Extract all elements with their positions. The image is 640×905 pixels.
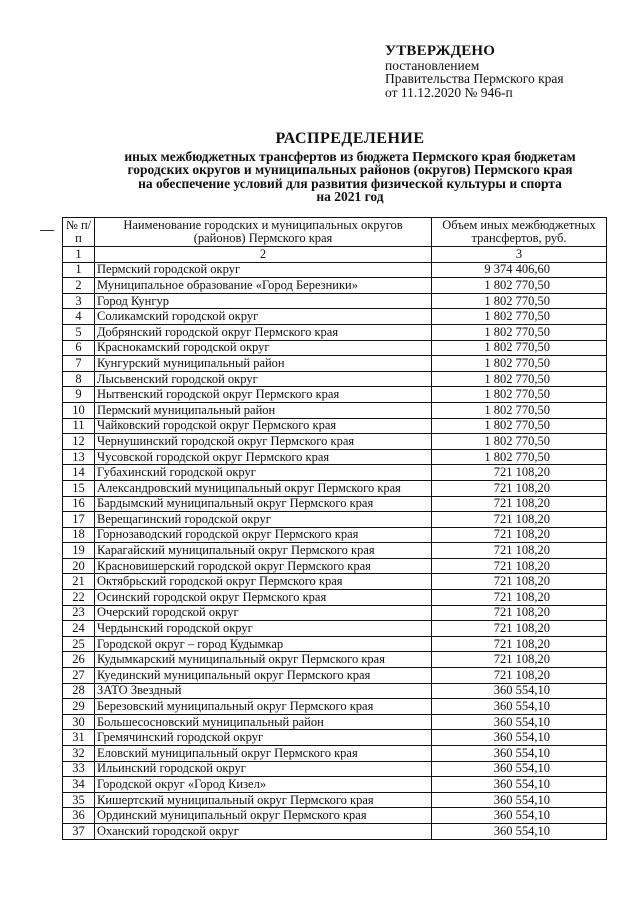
row-amount: 721 108,20 — [432, 480, 607, 496]
document-subtitle — [60, 150, 640, 204]
row-name: Осинский городской округ Пермского края — [95, 590, 432, 606]
index-cell: 3 — [432, 247, 607, 263]
column-index-row — [63, 247, 607, 263]
row-name: Городской округ – город Кудымкар — [95, 636, 432, 652]
table-row — [63, 371, 607, 387]
table-row — [63, 262, 607, 278]
row-amount: 721 108,20 — [432, 590, 607, 606]
row-number: 29 — [63, 699, 95, 715]
row-amount: 721 108,20 — [432, 512, 607, 528]
row-number: 15 — [63, 480, 95, 496]
row-name: Муниципальное образование «Город Березники» — [95, 278, 432, 294]
table-row — [63, 278, 607, 294]
table-row — [63, 621, 607, 637]
row-number: 27 — [63, 668, 95, 684]
table-header-row — [63, 218, 607, 247]
table-row — [63, 480, 607, 496]
row-number: 7 — [63, 356, 95, 372]
row-number: 24 — [63, 621, 95, 637]
row-name: Чердынский городской округ — [95, 621, 432, 637]
approval-stamp: УТВЕРЖДЕНО — [385, 43, 496, 59]
row-number: 9 — [63, 387, 95, 403]
row-number: 21 — [63, 574, 95, 590]
row-number: 4 — [63, 309, 95, 325]
table-row — [63, 746, 607, 762]
row-amount: 1 802 770,50 — [432, 278, 607, 294]
row-number: 1 — [63, 262, 95, 278]
row-name: Гремячинский городской округ — [95, 730, 432, 746]
subtitle-line: на 2021 год — [316, 189, 384, 205]
row-number: 34 — [63, 777, 95, 793]
subtitle-line: на обеспечение условий для развития физической культуры и спорта — [138, 175, 562, 191]
row-name: Еловский муниципальный округ Пермского края — [95, 746, 432, 762]
table-row — [63, 496, 607, 512]
row-number: 33 — [63, 761, 95, 777]
table-row — [63, 402, 607, 418]
row-name: Ординский муниципальный округ Пермского края — [95, 808, 432, 824]
document-title: РАСПРЕДЕЛЕНИЕ — [275, 130, 425, 147]
row-amount: 1 802 770,50 — [432, 356, 607, 372]
header-amount: Объем иных межбюджетных трансфертов, руб. — [432, 218, 607, 247]
row-number: 37 — [63, 823, 95, 839]
header-num: № п/п — [63, 218, 95, 247]
row-number: 16 — [63, 496, 95, 512]
table-row — [63, 730, 607, 746]
row-amount: 360 554,10 — [432, 699, 607, 715]
row-amount: 721 108,20 — [432, 527, 607, 543]
row-amount: 721 108,20 — [432, 465, 607, 481]
row-name: Губахинский городской округ — [95, 465, 432, 481]
row-amount: 721 108,20 — [432, 668, 607, 684]
table-row — [63, 418, 607, 434]
row-number: 31 — [63, 730, 95, 746]
table-row — [63, 324, 607, 340]
row-name: Большесосновский муниципальный район — [95, 714, 432, 730]
row-name: Добрянский городской округ Пермского края — [95, 324, 432, 340]
row-amount: 721 108,20 — [432, 621, 607, 637]
row-number: 32 — [63, 746, 95, 762]
row-amount: 360 554,10 — [432, 792, 607, 808]
row-amount: 360 554,10 — [432, 777, 607, 793]
row-name: Пермский муниципальный район — [95, 402, 432, 418]
row-name: Чернушинский городской округ Пермского края — [95, 434, 432, 450]
row-name: Город Кунгур — [95, 293, 432, 309]
row-amount: 1 802 770,50 — [432, 309, 607, 325]
distribution-table — [62, 217, 607, 840]
row-number: 26 — [63, 652, 95, 668]
row-name: Кунгурский муниципальный район — [95, 356, 432, 372]
row-amount: 9 374 406,60 — [432, 262, 607, 278]
row-amount: 721 108,20 — [432, 605, 607, 621]
row-amount: 360 554,10 — [432, 761, 607, 777]
table-row — [63, 699, 607, 715]
row-name: Чусовской городской округ Пермского края — [95, 449, 432, 465]
row-amount: 1 802 770,50 — [432, 324, 607, 340]
row-name: Очерский городской округ — [95, 605, 432, 621]
row-number: 28 — [63, 683, 95, 699]
row-number: 11 — [63, 418, 95, 434]
row-amount: 721 108,20 — [432, 496, 607, 512]
row-amount: 721 108,20 — [432, 652, 607, 668]
row-amount: 360 554,10 — [432, 823, 607, 839]
table-row — [63, 668, 607, 684]
row-amount: 1 802 770,50 — [432, 371, 607, 387]
row-number: 25 — [63, 636, 95, 652]
row-number: 17 — [63, 512, 95, 528]
row-number: 12 — [63, 434, 95, 450]
row-number: 5 — [63, 324, 95, 340]
row-name: Октябрьский городской округ Пермского края — [95, 574, 432, 590]
table-row — [63, 356, 607, 372]
row-name: Оханский городской округ — [95, 823, 432, 839]
row-amount: 721 108,20 — [432, 636, 607, 652]
table-row — [63, 808, 607, 824]
row-amount: 1 802 770,50 — [432, 387, 607, 403]
table-row — [63, 777, 607, 793]
table-row — [63, 309, 607, 325]
row-amount: 1 802 770,50 — [432, 418, 607, 434]
table-row — [63, 823, 607, 839]
row-name: Ильинский городской округ — [95, 761, 432, 777]
row-number: 13 — [63, 449, 95, 465]
index-cell: 2 — [95, 247, 432, 263]
row-number: 19 — [63, 543, 95, 559]
row-name: Чайковский городской округ Пермского края — [95, 418, 432, 434]
row-number: 30 — [63, 714, 95, 730]
row-amount: 1 802 770,50 — [432, 293, 607, 309]
table-row — [63, 605, 607, 621]
row-amount: 1 802 770,50 — [432, 449, 607, 465]
row-name: Александровский муниципальный округ Пермского края — [95, 480, 432, 496]
row-amount: 1 802 770,50 — [432, 434, 607, 450]
row-amount: 360 554,10 — [432, 683, 607, 699]
row-name: Куединский муниципальный округ Пермского края — [95, 668, 432, 684]
row-amount: 360 554,10 — [432, 730, 607, 746]
table-row — [63, 792, 607, 808]
row-name: Красновишерский городской округ Пермского края — [95, 558, 432, 574]
table-row — [63, 340, 607, 356]
approval-line-4: от 11.12.2020 № 946-п — [385, 84, 513, 100]
row-number: 23 — [63, 605, 95, 621]
row-number: 22 — [63, 590, 95, 606]
row-amount: 721 108,20 — [432, 574, 607, 590]
row-name: Верещагинский городской округ — [95, 512, 432, 528]
row-number: 18 — [63, 527, 95, 543]
table-row — [63, 465, 607, 481]
table-row — [63, 543, 607, 559]
row-amount: 360 554,10 — [432, 714, 607, 730]
approval-line-2: постановлением — [385, 57, 480, 73]
row-number: 36 — [63, 808, 95, 824]
table-row — [63, 387, 607, 403]
row-name: Кудымкарский муниципальный округ Пермского края — [95, 652, 432, 668]
row-name: Кишертский муниципальный округ Пермского края — [95, 792, 432, 808]
table-row — [63, 636, 607, 652]
row-amount: 360 554,10 — [432, 808, 607, 824]
approval-block — [385, 45, 564, 99]
table-row — [63, 558, 607, 574]
row-number: 14 — [63, 465, 95, 481]
row-name: Лысьвенский городской округ — [95, 371, 432, 387]
table-row — [63, 527, 607, 543]
row-number: 10 — [63, 402, 95, 418]
row-name: Пермский городской округ — [95, 262, 432, 278]
table-row — [63, 512, 607, 528]
row-name: Нытвенский городской округ Пермского края — [95, 387, 432, 403]
row-number: 6 — [63, 340, 95, 356]
row-amount: 360 554,10 — [432, 746, 607, 762]
table-row — [63, 683, 607, 699]
row-name: Бардымский муниципальный округ Пермского края — [95, 496, 432, 512]
row-name: Соликамский городской округ — [95, 309, 432, 325]
approval-line-3: Правительства Пермского края — [385, 71, 564, 86]
row-name: Краснокамский городской округ — [95, 340, 432, 356]
table-row — [63, 714, 607, 730]
row-name: ЗАТО Звездный — [95, 683, 432, 699]
subtitle-line: иных межбюджетных трансфертов из бюджета Пермского края бюджетам — [124, 149, 576, 164]
row-amount: 721 108,20 — [432, 543, 607, 559]
index-cell: 1 — [63, 247, 95, 263]
table-row — [63, 590, 607, 606]
table-row — [63, 652, 607, 668]
row-number: 8 — [63, 371, 95, 387]
table-row — [63, 761, 607, 777]
row-number: 20 — [63, 558, 95, 574]
margin-mark — [40, 230, 54, 231]
header-name: Наименование городских и муниципальных округов (районов) Пермского края — [95, 218, 432, 247]
row-name: Карагайский муниципальный округ Пермского края — [95, 543, 432, 559]
row-name: Городской округ «Город Кизел» — [95, 777, 432, 793]
table-row — [63, 434, 607, 450]
subtitle-line: городских округов и муниципальных районов (округов) Пермского края — [127, 162, 573, 178]
row-name: Березовский муниципальный округ Пермского края — [95, 699, 432, 715]
table-row — [63, 449, 607, 465]
row-name: Горнозаводский городской округ Пермского края — [95, 527, 432, 543]
row-amount: 1 802 770,50 — [432, 402, 607, 418]
row-amount: 1 802 770,50 — [432, 340, 607, 356]
table-row — [63, 293, 607, 309]
row-number: 35 — [63, 792, 95, 808]
table-row — [63, 574, 607, 590]
row-number: 2 — [63, 278, 95, 294]
row-number: 3 — [63, 293, 95, 309]
row-amount: 721 108,20 — [432, 558, 607, 574]
